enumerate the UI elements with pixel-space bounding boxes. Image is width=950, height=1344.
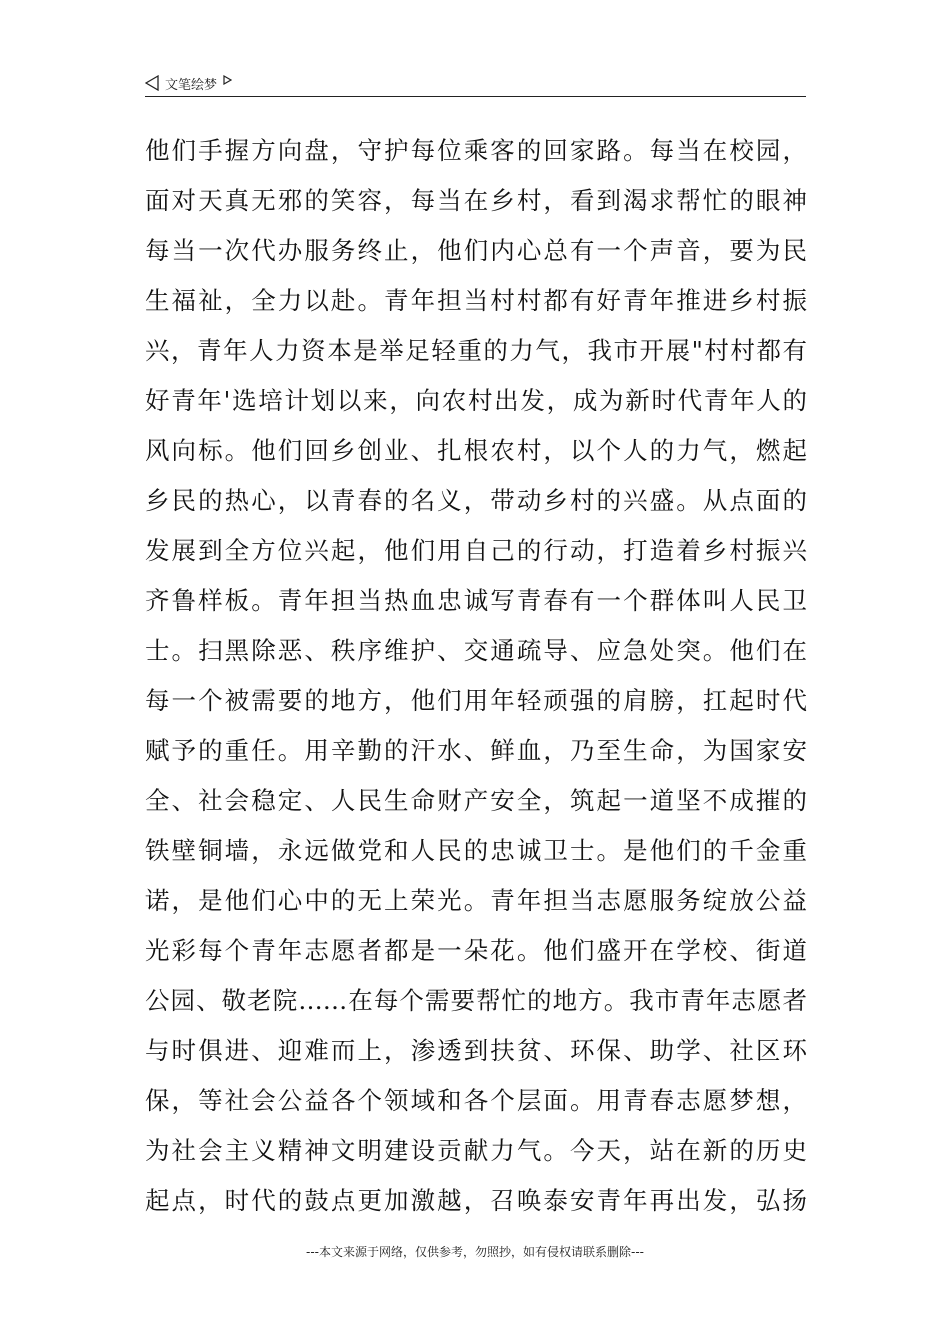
text-line: 发展到全方位兴起，他们用自己的行动，打造着乡村振兴 [145,536,807,565]
text-line: 兴，青年人力资本是举足轻重的力气，我市开展"村村都有 [145,336,807,365]
triangle-left-icon [145,75,159,91]
body-paragraph [145,126,807,1226]
text-line: 诺，是他们心中的无上荣光。青年担当志愿服务绽放公益 [145,886,807,915]
text-line: 与时俱进、迎难而上，渗透到扶贫、环保、助学、社区环 [145,1036,807,1065]
text-line: 好青年'选培计划以来，向农村出发，成为新时代青年人的 [145,386,807,415]
text-line: 生福祉，全力以赴。青年担当村村都有好青年推进乡村振 [145,286,807,315]
text-line: 士。扫黑除恶、秩序维护、交通疏导、应急处突。他们在 [145,636,807,665]
triangle-right-icon [223,75,232,85]
text-line: 铁壁铜墙，永远做党和人民的忠诚卫士。是他们的千金重 [145,836,807,865]
text-line: 光彩每个青年志愿者都是一朵花。他们盛开在学校、街道 [145,936,807,965]
text-line: 起点，时代的鼓点更加激越，召唤泰安青年再出发，弘扬 [145,1186,807,1215]
header-title: 文笔绘梦 [165,77,218,93]
text-line: 公园、敬老院……在每个需要帮忙的地方。我市青年志愿者 [145,986,807,1015]
page-header [145,72,232,94]
text-line: 全、社会稳定、人民生命财产安全，筑起一道坚不成摧的 [145,786,807,815]
text-line: 他们手握方向盘，守护每位乘客的回家路。每当在校园， [145,136,807,165]
header-divider [145,96,806,97]
page-footer: ---本文来源于网络，仅供参考，勿照抄，如有侵权请联系删除--- [306,1245,644,1259]
text-line: 为社会主义精神文明建设贡献力气。今天，站在新的历史 [145,1136,807,1165]
text-line: 风向标。他们回乡创业、扎根农村，以个人的力气，燃起 [145,436,807,465]
text-line: 保，等社会公益各个领域和各个层面。用青春志愿梦想， [145,1086,807,1115]
text-line: 面对天真无邪的笑容，每当在乡村，看到渴求帮忙的眼神 [145,186,807,215]
text-line: 每当一次代办服务终止，他们内心总有一个声音，要为民 [145,236,807,265]
text-line: 赋予的重任。用辛勤的汗水、鲜血，乃至生命，为国家安 [145,736,807,765]
text-line: 乡民的热心，以青春的名义，带动乡村的兴盛。从点面的 [145,486,807,515]
text-line: 齐鲁样板。青年担当热血忠诚写青春有一个群体叫人民卫 [145,586,807,615]
text-line: 每一个被需要的地方，他们用年轻顽强的肩膀，扛起时代 [145,686,807,715]
